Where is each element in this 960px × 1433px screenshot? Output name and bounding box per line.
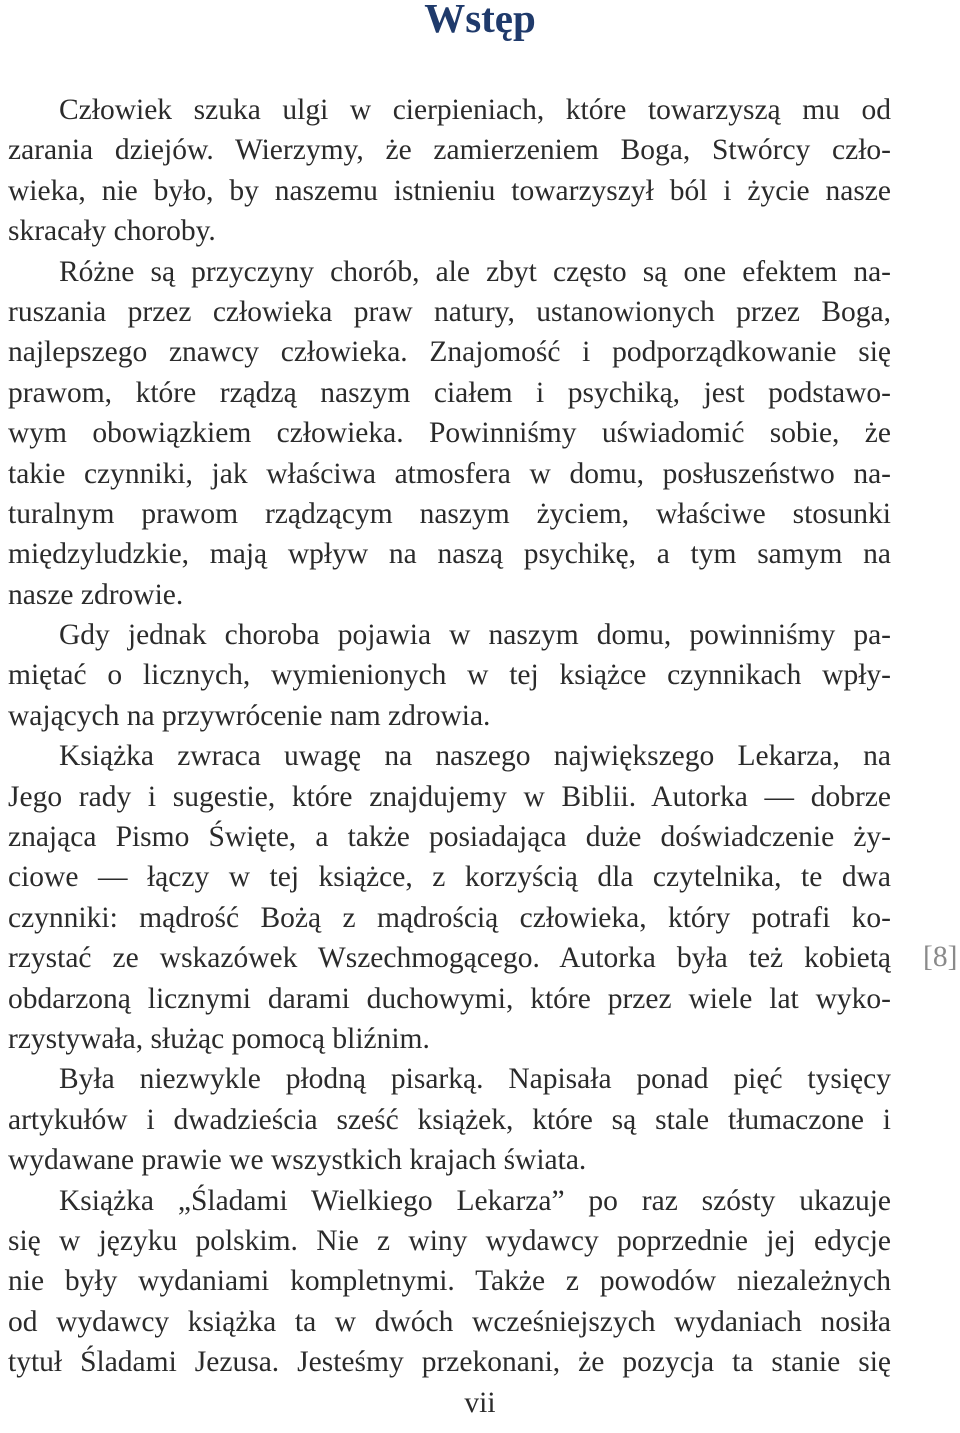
paragraph-5-line: wydawane prawie we wszystkich krajach świata. [8, 1144, 587, 1177]
paragraph-4-line: czynniki: mądrość Bożą z mądrością człowieka, który potrafi ko- [8, 901, 891, 934]
paragraph-2-line: Różne są przyczyny chorób, ale zbyt często są one efektem na- [59, 255, 891, 288]
paragraph-2-line: wym obowiązkiem człowieka. Powinniśmy uświadomić sobie, że [8, 417, 891, 450]
paragraph-5-line: Była niezwykle płodną pisarką. Napisała ponad pięć tysięcy [59, 1063, 891, 1096]
paragraph-1-line: Człowiek szuka ulgi w cierpieniach, które towarzyszą mu od [59, 94, 891, 126]
paragraph-5-line: artykułów i dwadzieścia sześć książek, które są stale tłumaczone i [8, 1103, 891, 1136]
paragraph-1-line: skracały choroby. [8, 215, 216, 248]
paragraph-2-line: nasze zdrowie. [8, 578, 184, 611]
paragraph-6-line: Książka „Śladami Wielkiego Lekarza” po raz szósty ukazuje [59, 1184, 891, 1217]
body-text [8, 90, 891, 1383]
paragraph-6-line: tytuł Śladami Jezusa. Jesteśmy przekonani, że pozycja ta stanie się [8, 1346, 891, 1379]
paragraph-2-line: takie czynniki, jak właściwa atmosfera w domu, posłuszeństwo na- [8, 457, 891, 490]
paragraph-4-line: znająca Pismo Święte, a także posiadająca duże doświadczenie ży- [8, 821, 891, 854]
page-reference: [8] [923, 941, 958, 973]
paragraph-3-line: wających na przywrócenie nam zdrowia. [8, 699, 491, 732]
page-number: vii [464, 1387, 496, 1419]
paragraph-1-line: wieka, nie było, by naszemu istnieniu towarzyszył ból i życie nasze [8, 174, 891, 207]
paragraph-2-line: najlepszego znawcy człowieka. Znajomość i podporządkowanie się [8, 336, 891, 369]
paragraph-4-line: Książka zwraca uwagę na naszego największego Lekarza, na [59, 740, 891, 773]
paragraph-2-line: prawom, które rządzą naszym ciałem i psychiką, jest podstawo- [8, 376, 891, 409]
paragraph-1-line: zarania dziejów. Wierzymy, że zamierzeniem Boga, Stwórcy czło- [8, 134, 891, 167]
paragraph-6-line: się w języku polskim. Nie z winy wydawcy poprzednie jej edycje [8, 1224, 891, 1257]
paragraph-6-line: nie były wydaniami kompletnymi. Także z powodów niezależnych [8, 1265, 891, 1298]
paragraph-4-line: Jego rady i sugestie, które znajdujemy w Biblii. Autorka — dobrze [8, 780, 891, 813]
paragraph-2-line: ruszania przez człowieka praw natury, ustanowionych przez Boga, [8, 295, 891, 328]
page-title: Wstęp [424, 0, 536, 41]
paragraph-6-line: od wydawcy książka ta w dwóch wcześniejszych wydaniach nosiła [8, 1305, 891, 1338]
paragraph-4-line: ciowe — łączy w tej książce, z korzyścią dla czytelnika, te dwa [8, 861, 891, 894]
paragraph-4-line: obdarzoną licznymi darami duchowymi, które przez wiele lat wyko- [8, 982, 891, 1015]
paragraph-2-line: międzyludzkie, mają wpływ na naszą psychikę, a tym samym na [8, 538, 891, 571]
paragraph-3-line: miętać o licznych, wymienionych w tej książce czynnikach wpły- [8, 659, 891, 692]
paragraph-3-line: Gdy jednak choroba pojawia w naszym domu, powinniśmy pa- [59, 619, 891, 652]
paragraph-4-line: rzystywała, służąc pomocą bliźnim. [8, 1022, 430, 1055]
paragraph-2-line: turalnym prawom rządzącym naszym życiem, właściwe stosunki [8, 497, 891, 530]
paragraph-4-line: rzystać ze wskazówek Wszechmogącego. Autorka była też kobietą [8, 942, 891, 975]
